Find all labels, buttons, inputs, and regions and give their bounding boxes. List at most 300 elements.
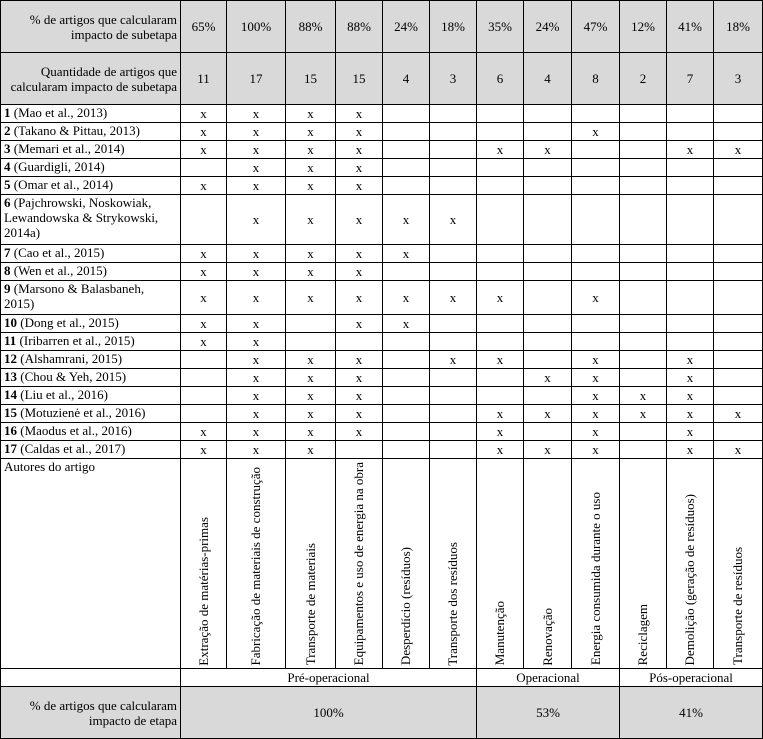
x-mark: x xyxy=(686,424,694,439)
mark-cell xyxy=(714,281,763,315)
x-mark: x xyxy=(449,352,457,367)
table-row xyxy=(1,387,763,405)
x-mark: x xyxy=(544,142,551,157)
x-mark: x xyxy=(544,406,551,421)
x-mark: x xyxy=(252,370,260,385)
mark-cell xyxy=(430,123,477,141)
article-number: 16 xyxy=(4,423,17,438)
qty-subphase-row xyxy=(1,53,763,105)
x-mark: x xyxy=(592,424,599,439)
mark-cell xyxy=(572,441,620,459)
pct-value: 24% xyxy=(524,1,572,53)
article-number: 1 xyxy=(4,105,11,120)
mark-cell xyxy=(667,263,714,281)
mark-cell xyxy=(227,105,286,123)
subphase-header-text: Extração de matérias-primas xyxy=(195,516,211,666)
mark-cell xyxy=(227,315,286,333)
mark-cell xyxy=(714,177,763,195)
mark-cell xyxy=(620,141,667,159)
mark-cell xyxy=(336,105,383,123)
pct-phase-label: % de artigos que calcularam impacto de etapa xyxy=(1,687,181,739)
mark-cell xyxy=(667,281,714,315)
mark-cell xyxy=(477,105,524,123)
x-mark: x xyxy=(639,406,647,421)
mark-cell xyxy=(181,423,227,441)
mark-cell xyxy=(286,177,336,195)
mark-cell xyxy=(286,441,336,459)
mark-cell xyxy=(572,177,620,195)
table-row xyxy=(1,159,763,177)
article-cell xyxy=(1,423,181,441)
pct-value: 24% xyxy=(383,1,430,53)
mark-cell xyxy=(383,351,430,369)
table-row xyxy=(1,405,763,423)
x-mark: x xyxy=(496,142,504,157)
table-row xyxy=(1,263,763,281)
table-row xyxy=(1,281,763,315)
pct-value: 65% xyxy=(181,1,227,53)
x-mark: x xyxy=(449,290,457,305)
x-mark: x xyxy=(307,406,314,421)
subphase-header xyxy=(227,459,286,669)
mark-cell xyxy=(383,333,430,351)
x-mark: x xyxy=(592,124,599,139)
x-mark: x xyxy=(686,406,694,421)
mark-cell xyxy=(477,195,524,245)
x-mark: x xyxy=(639,388,647,403)
mark-cell xyxy=(667,105,714,123)
mark-cell xyxy=(336,387,383,405)
mark-cell xyxy=(524,369,572,387)
article-reference: (Liu et al., 2016) xyxy=(17,387,108,402)
mark-cell xyxy=(336,441,383,459)
mark-cell xyxy=(667,141,714,159)
mark-cell xyxy=(572,123,620,141)
x-mark: x xyxy=(355,246,363,261)
mark-cell xyxy=(620,177,667,195)
mark-cell xyxy=(383,245,430,263)
article-number: 13 xyxy=(4,369,17,384)
mark-cell xyxy=(714,123,763,141)
mark-cell xyxy=(667,423,714,441)
pct-value: 100% xyxy=(227,1,286,53)
x-mark: x xyxy=(252,352,260,367)
x-mark: x xyxy=(252,334,260,349)
article-reference: (Alshamrani, 2015) xyxy=(17,351,123,366)
qty-subphase-label: Quantidade de artigos que calcularam impacto de subetapa xyxy=(1,53,181,105)
mark-cell xyxy=(383,195,430,245)
mark-cell xyxy=(227,333,286,351)
x-mark: x xyxy=(544,370,551,385)
mark-cell xyxy=(430,369,477,387)
mark-cell xyxy=(572,405,620,423)
x-mark: x xyxy=(252,424,260,439)
x-mark: x xyxy=(355,370,363,385)
x-mark: x xyxy=(496,290,504,305)
subphase-header-text: Manutenção xyxy=(492,601,507,666)
x-mark: x xyxy=(252,264,260,279)
mark-cell xyxy=(620,105,667,123)
x-mark: x xyxy=(252,124,260,139)
mark-cell xyxy=(477,123,524,141)
table-row xyxy=(1,333,763,351)
x-mark: x xyxy=(307,178,314,193)
x-mark: x xyxy=(355,178,363,193)
mark-cell xyxy=(572,369,620,387)
mark-cell xyxy=(620,441,667,459)
mark-cell xyxy=(227,159,286,177)
subphase-header-row xyxy=(1,459,763,669)
qty-value: 7 xyxy=(667,53,714,105)
x-mark: x xyxy=(402,212,410,227)
mark-cell xyxy=(286,369,336,387)
pct-phase-row xyxy=(1,687,763,739)
pct-subphase-label: % de artigos que calcularam impacto de subetapa xyxy=(1,1,181,53)
subphase-header xyxy=(477,459,524,669)
mark-cell xyxy=(430,315,477,333)
mark-cell xyxy=(572,263,620,281)
mark-cell xyxy=(227,369,286,387)
mark-cell xyxy=(572,315,620,333)
mark-cell xyxy=(572,351,620,369)
qty-value: 17 xyxy=(227,53,286,105)
x-mark: x xyxy=(200,316,207,331)
x-mark: x xyxy=(252,442,260,457)
mark-cell xyxy=(524,405,572,423)
x-mark: x xyxy=(252,142,260,157)
mark-cell xyxy=(667,333,714,351)
x-mark: x xyxy=(592,370,599,385)
mark-cell xyxy=(336,245,383,263)
mark-cell xyxy=(286,281,336,315)
table-row xyxy=(1,177,763,195)
table-row xyxy=(1,245,763,263)
x-mark: x xyxy=(200,442,207,457)
pct-value: 41% xyxy=(667,1,714,53)
mark-cell xyxy=(620,159,667,177)
mark-cell xyxy=(524,387,572,405)
article-number: 2 xyxy=(4,123,11,138)
mark-cell xyxy=(524,245,572,263)
x-mark: x xyxy=(307,106,314,121)
mark-cell xyxy=(336,141,383,159)
mark-cell xyxy=(181,263,227,281)
subphase-header xyxy=(524,459,572,669)
qty-value: 2 xyxy=(620,53,667,105)
mark-cell xyxy=(430,159,477,177)
x-mark: x xyxy=(355,388,363,403)
article-cell xyxy=(1,387,181,405)
mark-cell xyxy=(477,315,524,333)
mark-cell xyxy=(286,141,336,159)
mark-cell xyxy=(227,177,286,195)
x-mark: x xyxy=(307,160,314,175)
article-reference: (Marsono & Balasbaneh, 2015) xyxy=(4,281,145,311)
mark-cell xyxy=(477,405,524,423)
x-mark: x xyxy=(686,388,694,403)
x-mark: x xyxy=(252,212,260,227)
mark-cell xyxy=(336,369,383,387)
qty-value: 4 xyxy=(524,53,572,105)
article-number: 12 xyxy=(4,351,17,366)
x-mark: x xyxy=(402,290,410,305)
mark-cell xyxy=(227,123,286,141)
mark-cell xyxy=(477,177,524,195)
mark-cell xyxy=(286,123,336,141)
mark-cell xyxy=(336,423,383,441)
x-mark: x xyxy=(307,442,314,457)
mark-cell xyxy=(714,441,763,459)
mark-cell xyxy=(620,405,667,423)
mark-cell xyxy=(572,105,620,123)
article-reference: (Takano & Pittau, 2013) xyxy=(10,123,140,138)
mark-cell xyxy=(430,333,477,351)
article-number: 5 xyxy=(4,177,11,192)
mark-cell xyxy=(524,177,572,195)
mark-cell xyxy=(714,351,763,369)
article-reference: (Pajchrowski, Noskowiak, Lewandowska & Strykowski, 2014a) xyxy=(4,195,159,240)
article-reference: (Chou & Yeh, 2015) xyxy=(17,369,127,384)
mark-cell xyxy=(714,333,763,351)
article-reference: (Omar et al., 2014) xyxy=(10,177,114,192)
x-mark: x xyxy=(307,370,314,385)
mark-cell xyxy=(181,351,227,369)
mark-cell xyxy=(286,105,336,123)
subphase-header-text: Desperdício (resíduos) xyxy=(398,547,413,666)
qty-value: 15 xyxy=(286,53,336,105)
mark-cell xyxy=(572,141,620,159)
mark-cell xyxy=(227,351,286,369)
mark-cell xyxy=(620,195,667,245)
x-mark: x xyxy=(686,370,694,385)
mark-cell xyxy=(477,141,524,159)
mark-cell xyxy=(572,245,620,263)
article-reference: (Iribarren et al., 2015) xyxy=(16,333,135,348)
article-cell xyxy=(1,333,181,351)
mark-cell xyxy=(336,123,383,141)
x-mark: x xyxy=(252,290,260,305)
x-mark: x xyxy=(686,352,694,367)
mark-cell xyxy=(524,141,572,159)
x-mark: x xyxy=(355,316,363,331)
article-number: 8 xyxy=(4,263,11,278)
x-mark: x xyxy=(592,442,599,457)
article-number: 17 xyxy=(4,441,17,456)
mark-cell xyxy=(336,315,383,333)
x-mark: x xyxy=(592,406,599,421)
x-mark: x xyxy=(355,424,363,439)
x-mark: x xyxy=(355,352,363,367)
x-mark: x xyxy=(307,388,314,403)
table-row xyxy=(1,315,763,333)
mark-cell xyxy=(667,369,714,387)
table-row xyxy=(1,141,763,159)
article-cell xyxy=(1,441,181,459)
x-mark: x xyxy=(355,106,363,121)
x-mark: x xyxy=(592,352,599,367)
article-cell xyxy=(1,369,181,387)
mark-cell xyxy=(572,423,620,441)
mark-cell xyxy=(667,405,714,423)
x-mark: x xyxy=(200,424,207,439)
x-mark: x xyxy=(544,442,551,457)
x-mark: x xyxy=(200,124,207,139)
article-reference: (Memari et al., 2014) xyxy=(10,141,125,156)
article-number: 4 xyxy=(4,159,11,174)
mark-cell xyxy=(430,105,477,123)
x-mark: x xyxy=(592,388,599,403)
mark-cell xyxy=(524,333,572,351)
mark-cell xyxy=(667,245,714,263)
mark-cell xyxy=(477,423,524,441)
x-mark: x xyxy=(686,142,694,157)
x-mark: x xyxy=(355,290,363,305)
subphase-header xyxy=(714,459,763,669)
mark-cell xyxy=(430,441,477,459)
x-mark: x xyxy=(496,406,504,421)
article-reference: (Mao et al., 2013) xyxy=(10,105,108,120)
mark-cell xyxy=(714,423,763,441)
table-body xyxy=(1,1,763,739)
mark-cell xyxy=(620,281,667,315)
mark-cell xyxy=(286,405,336,423)
x-mark: x xyxy=(200,290,207,305)
x-mark: x xyxy=(200,334,207,349)
x-mark: x xyxy=(252,406,260,421)
qty-value: 4 xyxy=(383,53,430,105)
mark-cell xyxy=(336,333,383,351)
article-number: 3 xyxy=(4,141,11,156)
mark-cell xyxy=(181,141,227,159)
x-mark: x xyxy=(449,212,457,227)
article-reference: (Dong et al., 2015) xyxy=(17,315,119,330)
mark-cell xyxy=(430,387,477,405)
mark-cell xyxy=(383,177,430,195)
mark-cell xyxy=(286,245,336,263)
mark-cell xyxy=(572,195,620,245)
qty-value: 6 xyxy=(477,53,524,105)
table-row xyxy=(1,351,763,369)
x-mark: x xyxy=(355,406,363,421)
phase-row-spacer xyxy=(1,669,181,687)
x-mark: x xyxy=(402,316,410,331)
article-number: 9 xyxy=(4,281,11,296)
article-reference: (Caldas et al., 2017) xyxy=(17,441,126,456)
article-reference: (Maodus et al., 2016) xyxy=(17,423,132,438)
mark-cell xyxy=(524,123,572,141)
mark-cell xyxy=(286,315,336,333)
mark-cell xyxy=(524,423,572,441)
pct-value: 18% xyxy=(714,1,763,53)
mark-cell xyxy=(524,263,572,281)
phase-row xyxy=(1,669,763,687)
x-mark: x xyxy=(307,264,314,279)
subphase-header-text: Demolição (geração de resíduos) xyxy=(682,493,697,666)
mark-cell xyxy=(477,441,524,459)
mark-cell xyxy=(383,141,430,159)
mark-cell xyxy=(181,315,227,333)
mark-cell xyxy=(383,387,430,405)
mark-cell xyxy=(620,369,667,387)
x-mark: x xyxy=(200,178,207,193)
article-cell xyxy=(1,351,181,369)
pct-phase-pre: 100% xyxy=(181,687,477,739)
article-cell xyxy=(1,263,181,281)
mark-cell xyxy=(714,195,763,245)
subphase-header-text: Renovação xyxy=(539,607,555,666)
mark-cell xyxy=(336,263,383,281)
mark-cell xyxy=(181,159,227,177)
mark-cell xyxy=(227,281,286,315)
pct-phase-post: 41% xyxy=(620,687,763,739)
phase-pre-operational: Pré-operacional xyxy=(181,669,477,687)
mark-cell xyxy=(383,105,430,123)
x-mark: x xyxy=(355,264,363,279)
mark-cell xyxy=(227,423,286,441)
subphase-header xyxy=(430,459,477,669)
subphase-header xyxy=(336,459,383,669)
pct-phase-op: 53% xyxy=(477,687,620,739)
mark-cell xyxy=(572,281,620,315)
mark-cell xyxy=(430,245,477,263)
article-number: 14 xyxy=(4,387,17,402)
mark-cell xyxy=(430,281,477,315)
article-cell xyxy=(1,159,181,177)
x-mark: x xyxy=(200,246,207,261)
mark-cell xyxy=(667,315,714,333)
qty-value: 3 xyxy=(714,53,763,105)
mark-cell xyxy=(383,369,430,387)
mark-cell xyxy=(572,333,620,351)
mark-cell xyxy=(286,387,336,405)
mark-cell xyxy=(181,369,227,387)
mark-cell xyxy=(383,263,430,281)
qty-value: 15 xyxy=(336,53,383,105)
mark-cell xyxy=(336,351,383,369)
mark-cell xyxy=(714,245,763,263)
x-mark: x xyxy=(355,212,363,227)
mark-cell xyxy=(383,405,430,423)
subphase-header xyxy=(383,459,430,669)
mark-cell xyxy=(227,441,286,459)
mark-cell xyxy=(336,405,383,423)
mark-cell xyxy=(181,123,227,141)
x-mark: x xyxy=(496,424,504,439)
mark-cell xyxy=(181,441,227,459)
mark-cell xyxy=(286,195,336,245)
subphase-header xyxy=(181,459,227,669)
table-row xyxy=(1,369,763,387)
mark-cell xyxy=(181,245,227,263)
table-row xyxy=(1,423,763,441)
mark-cell xyxy=(286,423,336,441)
mark-cell xyxy=(227,195,286,245)
qty-value: 3 xyxy=(430,53,477,105)
mark-cell xyxy=(430,405,477,423)
mark-cell xyxy=(477,369,524,387)
phase-post-operational: Pós-operacional xyxy=(620,669,763,687)
mark-cell xyxy=(286,159,336,177)
article-cell xyxy=(1,405,181,423)
mark-cell xyxy=(227,387,286,405)
article-cell xyxy=(1,315,181,333)
mark-cell xyxy=(181,333,227,351)
mark-cell xyxy=(524,105,572,123)
mark-cell xyxy=(181,281,227,315)
mark-cell xyxy=(477,351,524,369)
mark-cell xyxy=(714,315,763,333)
subphase-header xyxy=(572,459,620,669)
